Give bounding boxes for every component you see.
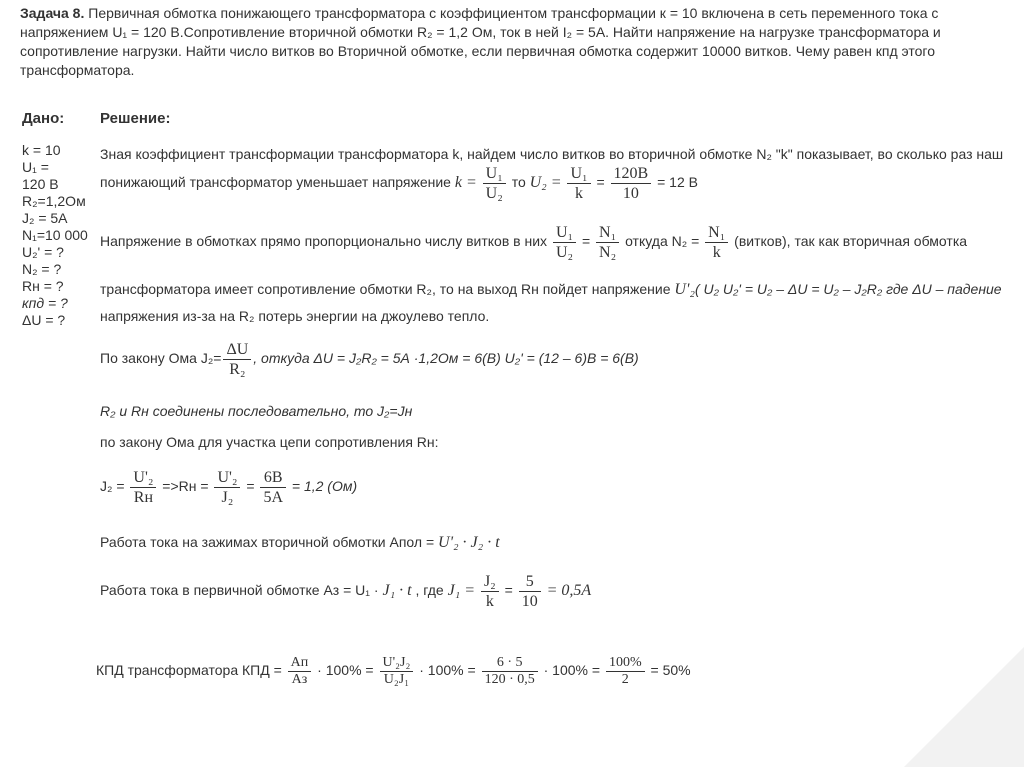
- task-statement: [20, 4, 1010, 80]
- fraction-u1-k: $\frac{\text{U₁}}{k}$: [567, 164, 590, 203]
- given-list: [22, 142, 88, 329]
- solution-line-4: трансформатора имеет сопротивление обмотки R₂, то на выход Rн пойдет напряжение U'₂( U₂ U₂' = U₂ – ΔU = U₂ – J₂R₂ где ΔU – падение: [100, 281, 1002, 298]
- solution-line-12: КПД трансформатора КПД = $\frac{Ап}{Аз}$ · 100% = $\frac{\text{U'₂J₂}}{\text{U₂J₁}}$ · 100% = $\frac{6 \cdot 5}{120 \cdot 0,5}$ · 100% = $\frac{100\%}{2}$ = 50%: [96, 655, 691, 687]
- fraction-120-10: $\frac{120В}{10}$: [611, 164, 652, 203]
- solution-line-11: Работа тока в первичной обмотке Аз = U₁ · J₁ · t , где J₁ = $\frac{\text{J₂}}{k}$ = $\frac{5}{10}$ = 0,5А: [100, 573, 592, 610]
- fraction-u2j2-u2j1: $\frac{\text{U'₂J₂}}{\text{U₂J₁}}$: [380, 655, 414, 688]
- fraction-du-r2: $\frac{\Delta U}{\text{R₂}}$: [223, 340, 251, 379]
- solution-line-9: J₂ = $\frac{\text{U'₂}}{Rн}$ =>Rн = $\frac{\text{U'₂}}{\text{J₂}}$ = $\frac{6В}{5А}$ = 1,2 (Ом): [100, 469, 358, 506]
- solution-line-1: Зная коэффициент трансформации трансформатора k, найдем число витков во вторичной обмотке N₂ "k" показывает, во сколько раз наш: [100, 146, 1004, 162]
- task-text: Первичная обмотка понижающего трансформатора с коэффициентом трансформации к = 10 включена в сеть переменного тока с напряжением U₁ = 120 В.Сопротивление вторичной обмотки R₂ = 1,2 Ом, ток в ней I₂ = 5А. Найти напряжение на нагрузке трансформатора и сопротивление нагрузки. Найти число витков во Вторичной обмотке, если первичная обмотка содержит 10000 витков. Чему равен кпд этого трансформатора.: [20, 5, 941, 78]
- fraction-100-2: $\frac{100\%}{2}$: [606, 655, 645, 688]
- fraction-k: $\frac{\text{U₁}}{\text{U₂}}$: [483, 164, 506, 203]
- given-title: Дано:: [22, 110, 65, 127]
- fraction-30-60: $\frac{6 \cdot 5}{120 \cdot 0,5}$: [482, 655, 538, 688]
- fraction-6-5: $\frac{6В}{5А}$: [260, 468, 286, 507]
- fraction-j2-k: $\frac{\text{J₂}}{k}$: [481, 572, 499, 611]
- solution-line-6: По закону Ома J₂= $\frac{\Delta U}{\text{R₂}}$ , откуда ΔU = J₂R₂ = 5А ·1,2Ом = 6(В) U₂' = (12 – 6)В = 6(В): [100, 341, 639, 378]
- solution-title: Решение:: [100, 110, 171, 127]
- task-label: Задача 8.: [20, 5, 85, 21]
- given-item: N₁=10 000: [22, 227, 88, 243]
- given-item: кпд = ?: [22, 295, 68, 311]
- fraction-u2-j2: $\frac{\text{U'₂}}{\text{J₂}}$: [214, 468, 240, 507]
- given-item: Rн = ?: [22, 278, 64, 294]
- solution-line-2: понижающий трансформатор уменьшает напряжение k = $\frac{\text{U₁}}{\text{U₂}}$ то U₂ = $\frac{\text{U₁}}{k}$ = $\frac{120В}{10}$ = 12 В: [100, 165, 698, 202]
- fraction-n1-k: $\frac{\text{N₁}}{k}$: [705, 223, 728, 262]
- given-item: 120 В: [22, 176, 59, 192]
- given-item: ΔU = ?: [22, 312, 66, 328]
- solution-line-8: по закону Ома для участка цепи сопротивления Rн:: [100, 434, 439, 450]
- fraction-ap-az: $\frac{Ап}{Аз}$: [288, 655, 312, 688]
- given-item: N₂ = ?: [22, 261, 62, 277]
- solution-line-3: Напряжение в обмотках прямо пропорционально числу витков в них $\frac{\text{U₁}}{\text{U₂}}$ = $\frac{\text{N₁}}{\text{N₂}}$ откуда N₂ = $\frac{\text{N₁}}{k}$ (витков), так как вторичная обмотка: [100, 224, 968, 261]
- given-item: U₁ =: [22, 159, 49, 175]
- fraction-5-10: $\frac{5}{10}$: [519, 572, 541, 611]
- solution-line-10: Работа тока на зажимах вторичной обмотки Апол = U'₂ · J₂ · t: [100, 534, 500, 551]
- page-curl-decoration: [904, 647, 1024, 767]
- solution-line-7: R₂ и Rн соединены последовательно, то J₂=Jн: [100, 403, 413, 419]
- fraction-u2-rn: $\frac{\text{U'₂}}{Rн}$: [130, 468, 156, 507]
- fraction-n1-n2: $\frac{\text{N₁}}{\text{N₂}}$: [596, 223, 619, 262]
- given-item: J₂ = 5А: [22, 210, 68, 226]
- fraction-u1-u2: $\frac{\text{U₁}}{\text{U₂}}$: [553, 223, 576, 262]
- given-item: U₂' = ?: [22, 244, 64, 260]
- solution-line-5: напряжения из-за на R₂ потерь энергии на джоулево тепло.: [100, 308, 490, 324]
- given-item: k = 10: [22, 142, 61, 158]
- given-item: R₂=1,2Ом: [22, 193, 86, 209]
